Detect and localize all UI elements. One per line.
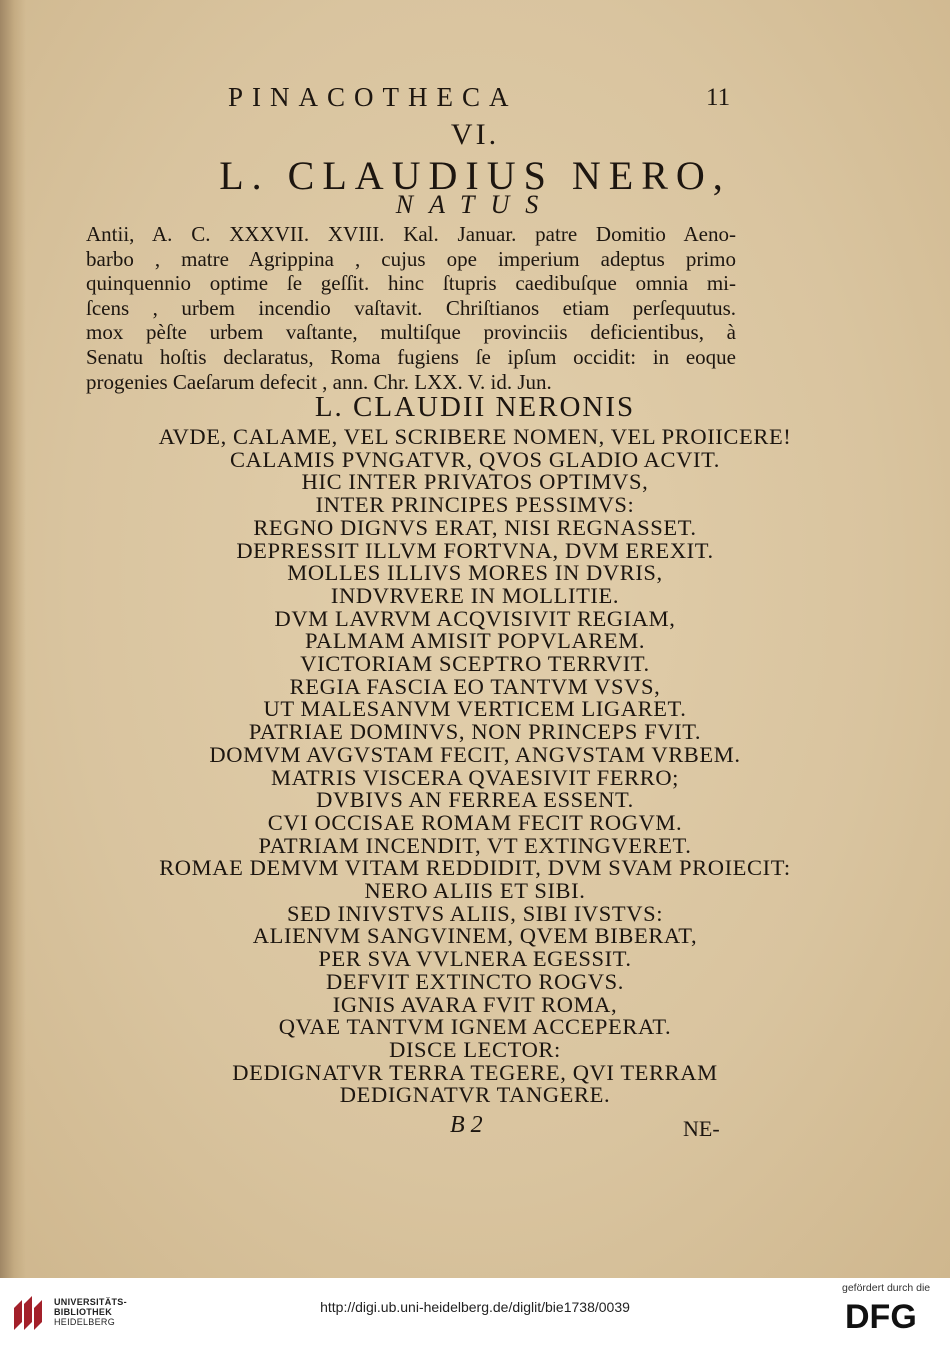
elegy-line: PATRIAM INCENDIT, VT EXTINGVERET. bbox=[258, 832, 692, 858]
library-name-line: UNIVERSITÄTS- bbox=[54, 1297, 127, 1307]
library-name-line: BIBLIOTHEK bbox=[54, 1307, 112, 1317]
elegy-line: SED INIVSTVS ALIIS, SIBI IVSTVS: bbox=[286, 900, 664, 926]
section-number: VI. bbox=[450, 118, 500, 151]
elegy-line: DOMVM AVGVSTAM FECIT, ANGVSTAM VRBEM. bbox=[209, 741, 741, 767]
elegy-line: AVDE, CALAME, VEL SCRIBERE NOMEN, VEL PROIICERE! bbox=[158, 424, 792, 449]
library-name-line: HEIDELBERG bbox=[54, 1317, 116, 1327]
elegy-line: NERO ALIIS ET SIBI. bbox=[364, 878, 586, 904]
elegy-line: DEFVIT EXTINCTO ROGVS. bbox=[326, 968, 624, 994]
elegy-line: ALIENVM SANGVINEM, QVEM BIBERAT, bbox=[252, 923, 698, 949]
dfg-logo[interactable]: DFG bbox=[845, 1298, 917, 1336]
biography-paragraph bbox=[86, 222, 736, 394]
elegy-line: DISCE LECTOR: bbox=[389, 1036, 561, 1062]
elegy-line: REGNO DIGNVS ERAT, NISI REGNASSET. bbox=[253, 514, 697, 540]
elegy-title: L. CLAUDII NERONIS bbox=[314, 391, 636, 423]
bio-line: progenies Caeſarum defecit , ann. Chr. LXX. V. id. Jun. bbox=[86, 369, 552, 394]
elegy-line: QVAE TANTVM IGNEM ACCEPERAT. bbox=[278, 1014, 672, 1040]
bio-line: mox pèſte urbem vaſtante, multiſque provinciis deficientibus, à bbox=[86, 320, 736, 345]
elegy-line: INTER PRINCIPES PESSIMVS: bbox=[315, 492, 635, 518]
natus-heading: NATUS bbox=[395, 190, 555, 219]
bio-line: quinquennio optime ſe geſſit. hinc ſtupris caedibuſque omnia mi- bbox=[86, 271, 736, 296]
elegy-line: DEPRESSIT ILLVM FORTVNA, DVM EREXIT. bbox=[236, 537, 714, 563]
funder-caption: gefördert durch die bbox=[842, 1282, 931, 1294]
bio-line: ſcens , urbem incendio vaſtavit. Chriſtianos etiam perſequutus. bbox=[86, 295, 736, 320]
elegy-line: DVBIVS AN FERREA ESSENT. bbox=[316, 787, 634, 813]
bio-line: barbo , matre Agrippina , cujus ope imperium adeptus primo bbox=[86, 246, 736, 271]
elegy-line: PALMAM AMISIT POPVLAREM. bbox=[304, 628, 646, 654]
bio-line: Senatu hoſtis declaratus, Roma fugiens ſe ipſum occidit: in eoque bbox=[86, 344, 736, 369]
subject-name-heading: L. CLAUDIUS NERO, bbox=[219, 153, 731, 198]
elegy-line: PER SVA VVLNERA EGESSIT. bbox=[318, 946, 632, 972]
elegy-line: CALAMIS PVNGATVR, QVOS GLADIO ACVIT. bbox=[230, 446, 720, 472]
elegy-inscription bbox=[0, 426, 950, 1107]
elegy-line: VICTORIAM SCEPTRO TERRVIT. bbox=[300, 651, 650, 677]
bio-line: Antii, A. C. XXXVII. XVIII. Kal. Januar. patre Domitio Aeno- bbox=[86, 222, 736, 246]
elegy-line: REGIA FASCIA EO TANTVM VSVS, bbox=[289, 673, 661, 699]
elegy-line: HIC INTER PRIVATOS OPTIMVS, bbox=[301, 469, 649, 495]
page-number: 11 bbox=[706, 84, 731, 111]
viewer-footer bbox=[0, 1278, 950, 1347]
signature-mark: B 2 bbox=[450, 1112, 483, 1138]
elegy-line: ROMAE DEMVM VITAM REDDIDIT, DVM SVAM PROIECIT: bbox=[159, 855, 791, 881]
elegy-line: CVI OCCISAE ROMAM FECIT ROGVM. bbox=[267, 809, 683, 835]
elegy-line: IGNIS AVARA FVIT ROMA, bbox=[332, 991, 618, 1017]
elegy-line: DEDIGNATVR TERRA TEGERE, QVI TERRAM bbox=[232, 1059, 718, 1085]
source-url-link[interactable]: http://digi.ub.uni-heidelberg.de/diglit/bie1738/0039 bbox=[320, 1299, 630, 1315]
running-head: PINACOTHECA bbox=[228, 82, 518, 112]
elegy-line: DEDIGNATVR TANGERE. bbox=[339, 1082, 611, 1108]
elegy-line: MOLLES ILLIVS MORES IN DVRIS, bbox=[287, 560, 663, 586]
catchword: NE- bbox=[683, 1116, 720, 1141]
elegy-line: DVM LAVRVM ACQVISIVIT REGIAM, bbox=[274, 605, 676, 631]
elegy-line: MATRIS VISCERA QVAESIVIT FERRO; bbox=[270, 764, 680, 790]
elegy-line: PATRIAE DOMINVS, NON PRINCEPS FVIT. bbox=[248, 719, 702, 745]
elegy-line: INDVRVERE IN MOLLITIE. bbox=[330, 582, 620, 608]
elegy-line: UT MALESANVM VERTICEM LIGARET. bbox=[263, 696, 687, 722]
